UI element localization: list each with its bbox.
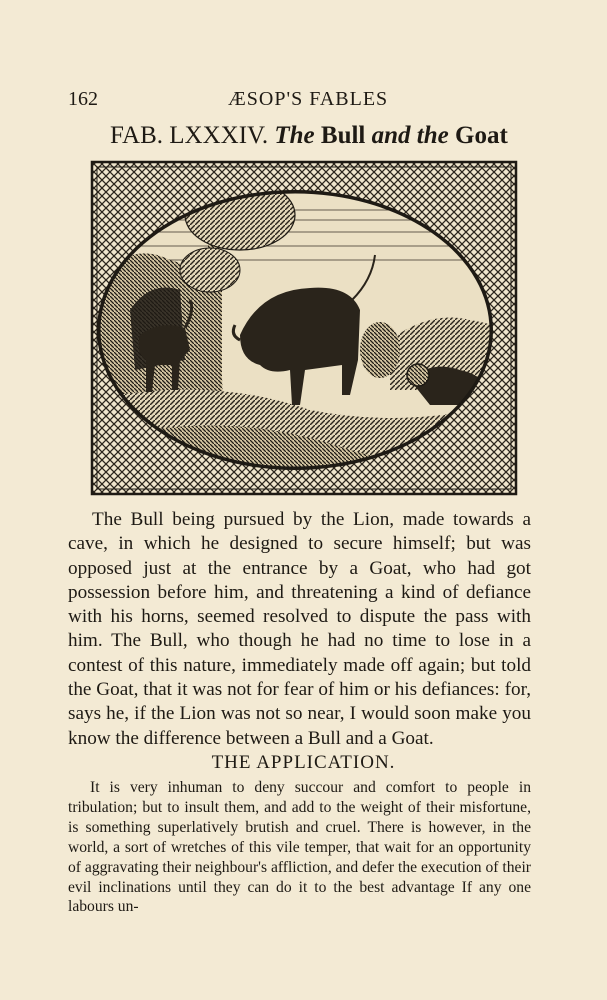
page-header: [68, 88, 519, 116]
running-title: ÆSOP'S FABLES: [228, 88, 389, 110]
title-word-the-2: the: [416, 122, 449, 149]
title-word-bull: Bull: [320, 122, 366, 149]
woodcut-image: [90, 160, 518, 496]
fable-paragraph: The Bull being pursued by the Lion, made towards a cave, in which he designed to secure himself; but was opposed just at the entrance by a Goat, who had got possession before him, and threatening a kind of defiance with his horns, seemed resolved to dispute the pass with him. The Bull, who though he had no time to lose in a contest of this nature, immediately made off again; but told the Goat, that it was not for fear of him or his defiances: for, says he, if the Lion was not so near, I would soon make you know the difference between a Bull and a Goat.: [68, 509, 531, 749]
title-word-goat: Goat: [455, 122, 508, 149]
fable-title: [110, 122, 530, 150]
fable-number: FAB. LXXXIV.: [110, 122, 269, 149]
page-number: 162: [68, 88, 98, 110]
title-word-the: The: [274, 122, 315, 149]
fable-body: [68, 508, 531, 751]
title-word-and: and: [371, 122, 411, 149]
application-body: [68, 778, 531, 917]
woodcut-illustration: [90, 160, 518, 496]
application-heading: THE APPLICATION.: [211, 752, 396, 773]
application-paragraph: It is very inhuman to deny succour and comfort to people in tribulation; but to insult them, and add to the weight of their misfortune, is something superlatively brutish and cruel. There is however, in the world, a sort of wretches of this vile temper, that wait for an opportunity of aggravating their neighbour's affliction, and defer the execution of their evil inclinations until they can do it to the best advantage If any one labours un-: [68, 779, 531, 916]
